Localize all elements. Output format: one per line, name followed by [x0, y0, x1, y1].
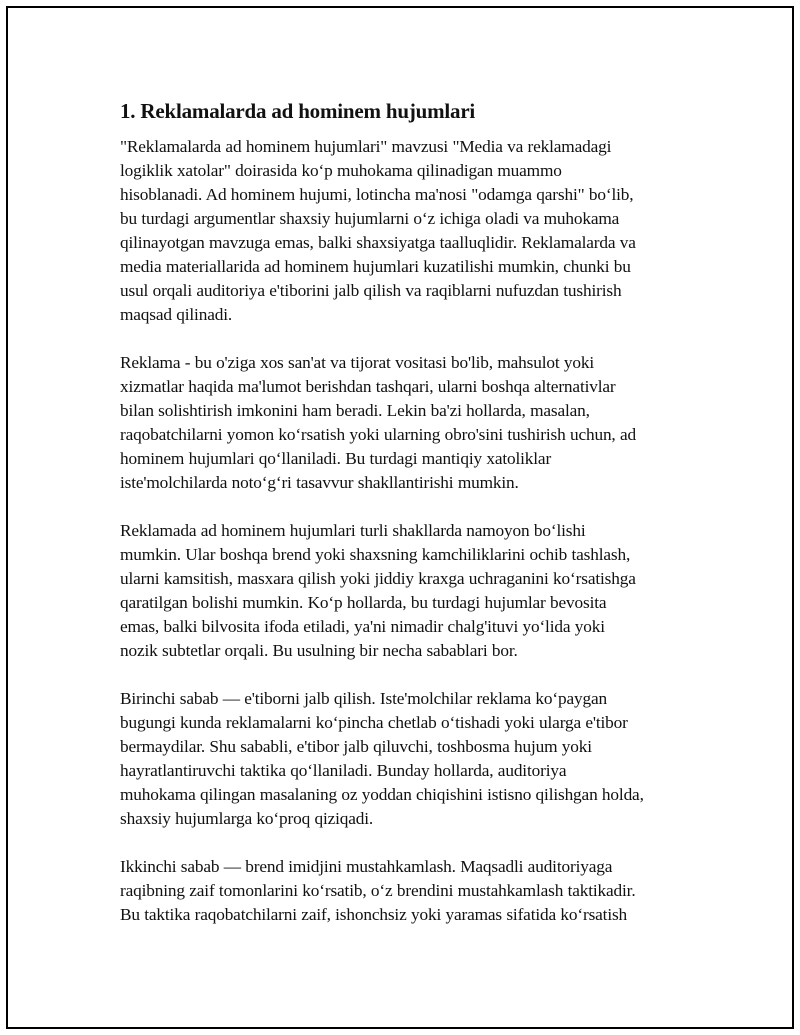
paragraph-4 — [120, 687, 702, 831]
text-line: bugungi kunda reklamalarni ko‘pincha chetlab o‘tishadi yoki ularga e'tibor — [120, 713, 628, 732]
page-frame — [6, 6, 794, 1029]
text-line: nozik subtetlar orqali. Bu usulning bir necha sabablari bor. — [120, 641, 518, 660]
text-line: raqibning zaif tomonlarini ko‘rsatib, o‘z brendini mustahkamlash taktikadir. — [120, 881, 636, 900]
text-line: media materiallarida ad hominem hujumlari kuzatilishi mumkin, chunki bu — [120, 257, 631, 276]
text-line: bermaydilar. Shu sababli, e'tibor jalb qiluvchi, toshbosma hujum yoki — [120, 737, 592, 756]
document-body — [120, 96, 702, 951]
text-line: raqobatchilarni yomon ko‘rsatish yoki ularning obro'sini tushirish uchun, ad — [120, 425, 636, 444]
text-line: Birinchi sabab — e'tiborni jalb qilish. Iste'molchilar reklama ko‘paygan — [120, 689, 608, 708]
text-line: maqsad qilinadi. — [120, 305, 233, 324]
text-line: iste'molchilarda noto‘g‘ri tasavvur shakllantirishi mumkin. — [120, 473, 519, 492]
text-line: hayratlantiruvchi taktika qo‘llaniladi. Bunday hollarda, auditoriya — [120, 761, 567, 780]
text-line: mumkin. Ular boshqa brend yoki shaxsning kamchiliklarini ochib tashlash, — [120, 545, 631, 564]
paragraph-1 — [120, 135, 702, 327]
text-line: Reklamada ad hominem hujumlari turli shakllarda namoyon bo‘lishi — [120, 521, 586, 540]
text-line: hominem hujumlari qo‘llaniladi. Bu turdagi mantiqiy xatoliklar — [120, 449, 552, 468]
text-line: shaxsiy hujumlarga ko‘proq qiziqadi. — [120, 809, 374, 828]
paragraph-2 — [120, 351, 702, 495]
paragraph-5 — [120, 855, 702, 927]
text-line: xizmatlar haqida ma'lumot berishdan tashqari, ularni boshqa alternativlar — [120, 377, 616, 396]
text-line: bu turdagi argumentlar shaxsiy hujumlarni o‘z ichiga oladi va muhokama — [120, 209, 620, 228]
text-line: qilinayotgan mavzuga emas, balki shaxsiyatga taalluqlidir. Reklamalarda va — [120, 233, 636, 252]
text-line: Ikkinchi sabab — brend imidjini mustahkamlash. Maqsadli auditoriyaga — [120, 857, 613, 876]
text-line: Bu taktika raqobatchilarni zaif, ishonchsiz yoki yaramas sifatida ko‘rsatish — [120, 905, 628, 924]
text-line: muhokama qilingan masalaning oz yoddan chiqishini istisno qilishgan holda, — [120, 785, 644, 804]
text-line: emas, balki bilvosita ifoda etiladi, ya'ni nimadir chalg'ituvi yo‘lida yoki — [120, 617, 605, 636]
text-line: logiklik xatolar" doirasida ko‘p muhokama qilinadigan muammo — [120, 161, 562, 180]
text-line: usul orqali auditoriya e'tiborini jalb qilish va raqiblarni nufuzdan tushirish — [120, 281, 622, 300]
text-line: hisoblanadi. Ad hominem hujumi, lotincha ma'nosi "odamga qarshi" bo‘lib, — [120, 185, 634, 204]
text-line: "Reklamalarda ad hominem hujumlari" mavzusi "Media va reklamadagi — [120, 137, 612, 156]
section-heading: 1. Reklamalarda ad hominem hujumlari — [120, 99, 476, 123]
text-line: Reklama - bu o'ziga xos san'at va tijorat vositasi bo'lib, mahsulot yoki — [120, 353, 594, 372]
text-line: qaratilgan bolishi mumkin. Ko‘p hollarda, bu turdagi hujumlar bevosita — [120, 593, 607, 612]
paragraph-3 — [120, 519, 702, 663]
text-line: bilan solishtirish imkonini ham beradi. Lekin ba'zi hollarda, masalan, — [120, 401, 590, 420]
text-line: ularni kamsitish, masxara qilish yoki jiddiy kraxga uchraganini ko‘rsatishga — [120, 569, 636, 588]
